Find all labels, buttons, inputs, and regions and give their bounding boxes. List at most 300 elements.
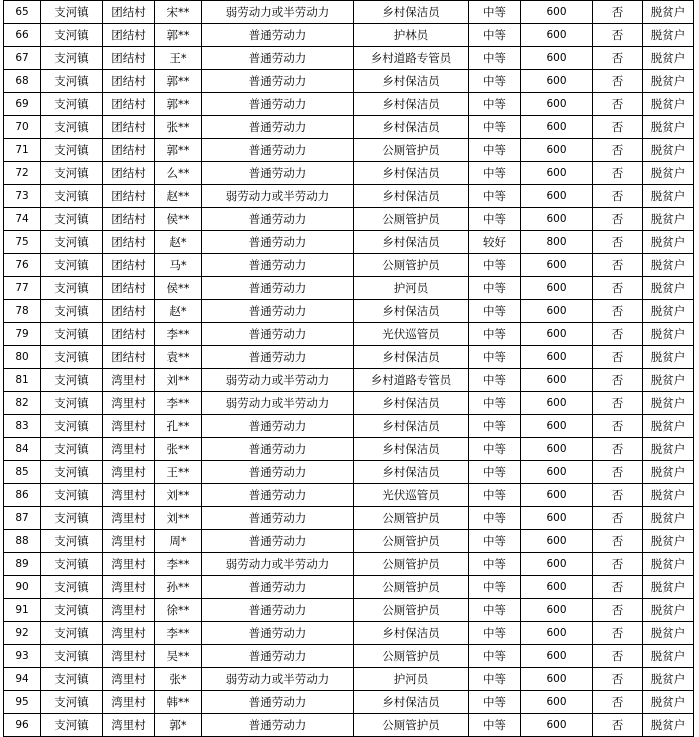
- cell-household-status: 脱贫户: [643, 553, 694, 576]
- cell-labor-type: 普通劳动力: [202, 530, 354, 553]
- cell-village: 团结村: [103, 277, 155, 300]
- cell-position: 护河员: [354, 668, 469, 691]
- cell-labor-type: 普通劳动力: [202, 162, 354, 185]
- cell-village: 湾里村: [103, 369, 155, 392]
- cell-town: 支河镇: [41, 162, 103, 185]
- cell-name: 宋**: [155, 1, 202, 24]
- cell-labor-type: 普通劳动力: [202, 415, 354, 438]
- cell-disabled: 否: [593, 507, 643, 530]
- cell-labor-type: 普通劳动力: [202, 24, 354, 47]
- cell-village: 团结村: [103, 346, 155, 369]
- cell-no: 84: [4, 438, 41, 461]
- cell-name: 郭**: [155, 24, 202, 47]
- cell-position: 乡村道路专管员: [354, 47, 469, 70]
- cell-labor-type: 普通劳动力: [202, 93, 354, 116]
- cell-no: 83: [4, 415, 41, 438]
- cell-level: 中等: [469, 323, 521, 346]
- cell-name: 韩**: [155, 691, 202, 714]
- cell-subsidy: 600: [521, 530, 593, 553]
- cell-name: 张*: [155, 668, 202, 691]
- cell-no: 92: [4, 622, 41, 645]
- table-row: [4, 507, 694, 530]
- cell-name: 袁**: [155, 346, 202, 369]
- cell-no: 95: [4, 691, 41, 714]
- cell-village: 湾里村: [103, 392, 155, 415]
- cell-level: 中等: [469, 47, 521, 70]
- cell-subsidy: 600: [521, 369, 593, 392]
- cell-name: 赵*: [155, 231, 202, 254]
- cell-subsidy: 600: [521, 484, 593, 507]
- cell-labor-type: 普通劳动力: [202, 576, 354, 599]
- cell-town: 支河镇: [41, 415, 103, 438]
- cell-village: 湾里村: [103, 668, 155, 691]
- cell-household-status: 脱贫户: [643, 323, 694, 346]
- cell-town: 支河镇: [41, 530, 103, 553]
- cell-no: 71: [4, 139, 41, 162]
- cell-no: 80: [4, 346, 41, 369]
- cell-position: 乡村保洁员: [354, 185, 469, 208]
- cell-position: 乡村保洁员: [354, 1, 469, 24]
- cell-labor-type: 普通劳动力: [202, 461, 354, 484]
- cell-household-status: 脱贫户: [643, 93, 694, 116]
- table-row: [4, 300, 694, 323]
- table-row: [4, 346, 694, 369]
- cell-name: 郭*: [155, 714, 202, 737]
- cell-subsidy: 600: [521, 116, 593, 139]
- cell-position: 公厕管护员: [354, 576, 469, 599]
- cell-subsidy: 600: [521, 507, 593, 530]
- table-row: [4, 93, 694, 116]
- cell-disabled: 否: [593, 714, 643, 737]
- cell-town: 支河镇: [41, 277, 103, 300]
- cell-level: 中等: [469, 576, 521, 599]
- cell-household-status: 脱贫户: [643, 139, 694, 162]
- cell-labor-type: 普通劳动力: [202, 231, 354, 254]
- cell-no: 96: [4, 714, 41, 737]
- cell-level: 中等: [469, 668, 521, 691]
- cell-name: 吴**: [155, 645, 202, 668]
- cell-no: 74: [4, 208, 41, 231]
- cell-level: 中等: [469, 622, 521, 645]
- cell-household-status: 脱贫户: [643, 300, 694, 323]
- cell-no: 78: [4, 300, 41, 323]
- cell-disabled: 否: [593, 70, 643, 93]
- cell-labor-type: 普通劳动力: [202, 691, 354, 714]
- cell-household-status: 脱贫户: [643, 668, 694, 691]
- cell-household-status: 脱贫户: [643, 47, 694, 70]
- cell-disabled: 否: [593, 1, 643, 24]
- cell-level: 中等: [469, 553, 521, 576]
- cell-household-status: 脱贫户: [643, 461, 694, 484]
- table-row: [4, 231, 694, 254]
- table-row: [4, 691, 694, 714]
- cell-no: 91: [4, 599, 41, 622]
- table-row: [4, 599, 694, 622]
- cell-no: 69: [4, 93, 41, 116]
- cell-town: 支河镇: [41, 599, 103, 622]
- cell-disabled: 否: [593, 530, 643, 553]
- cell-subsidy: 600: [521, 70, 593, 93]
- cell-no: 76: [4, 254, 41, 277]
- cell-household-status: 脱贫户: [643, 392, 694, 415]
- cell-labor-type: 普通劳动力: [202, 599, 354, 622]
- cell-subsidy: 600: [521, 185, 593, 208]
- cell-household-status: 脱贫户: [643, 231, 694, 254]
- cell-village: 湾里村: [103, 714, 155, 737]
- cell-no: 68: [4, 70, 41, 93]
- cell-name: 张**: [155, 438, 202, 461]
- cell-subsidy: 600: [521, 599, 593, 622]
- cell-disabled: 否: [593, 369, 643, 392]
- cell-household-status: 脱贫户: [643, 714, 694, 737]
- table-row: [4, 208, 694, 231]
- cell-village: 团结村: [103, 231, 155, 254]
- cell-labor-type: 普通劳动力: [202, 645, 354, 668]
- cell-town: 支河镇: [41, 576, 103, 599]
- cell-town: 支河镇: [41, 645, 103, 668]
- cell-subsidy: 600: [521, 323, 593, 346]
- cell-no: 65: [4, 1, 41, 24]
- cell-position: 乡村保洁员: [354, 392, 469, 415]
- cell-household-status: 脱贫户: [643, 415, 694, 438]
- cell-labor-type: 弱劳动力或半劳动力: [202, 369, 354, 392]
- cell-disabled: 否: [593, 47, 643, 70]
- cell-no: 82: [4, 392, 41, 415]
- cell-disabled: 否: [593, 162, 643, 185]
- cell-household-status: 脱贫户: [643, 369, 694, 392]
- cell-labor-type: 普通劳动力: [202, 47, 354, 70]
- table-row: [4, 24, 694, 47]
- cell-level: 中等: [469, 484, 521, 507]
- cell-village: 湾里村: [103, 484, 155, 507]
- cell-name: 李**: [155, 392, 202, 415]
- cell-no: 93: [4, 645, 41, 668]
- cell-subsidy: 600: [521, 622, 593, 645]
- cell-village: 团结村: [103, 185, 155, 208]
- cell-level: 中等: [469, 185, 521, 208]
- cell-town: 支河镇: [41, 484, 103, 507]
- cell-disabled: 否: [593, 461, 643, 484]
- cell-subsidy: 600: [521, 139, 593, 162]
- cell-household-status: 脱贫户: [643, 24, 694, 47]
- cell-name: 刘**: [155, 369, 202, 392]
- cell-position: 乡村保洁员: [354, 300, 469, 323]
- cell-position: 乡村保洁员: [354, 461, 469, 484]
- cell-disabled: 否: [593, 24, 643, 47]
- table-row: [4, 185, 694, 208]
- cell-position: 乡村保洁员: [354, 691, 469, 714]
- cell-subsidy: 800: [521, 231, 593, 254]
- cell-position: 护林员: [354, 24, 469, 47]
- cell-disabled: 否: [593, 576, 643, 599]
- cell-village: 湾里村: [103, 553, 155, 576]
- cell-position: 公厕管护员: [354, 254, 469, 277]
- cell-town: 支河镇: [41, 116, 103, 139]
- cell-village: 湾里村: [103, 645, 155, 668]
- cell-name: 赵*: [155, 300, 202, 323]
- cell-village: 团结村: [103, 162, 155, 185]
- cell-household-status: 脱贫户: [643, 576, 694, 599]
- cell-name: 周*: [155, 530, 202, 553]
- cell-labor-type: 普通劳动力: [202, 507, 354, 530]
- cell-labor-type: 普通劳动力: [202, 300, 354, 323]
- cell-household-status: 脱贫户: [643, 484, 694, 507]
- cell-disabled: 否: [593, 323, 643, 346]
- cell-labor-type: 普通劳动力: [202, 346, 354, 369]
- table-row: [4, 438, 694, 461]
- table-row: [4, 714, 694, 737]
- cell-labor-type: 普通劳动力: [202, 70, 354, 93]
- table-row: [4, 415, 694, 438]
- cell-household-status: 脱贫户: [643, 116, 694, 139]
- cell-town: 支河镇: [41, 553, 103, 576]
- cell-labor-type: 普通劳动力: [202, 622, 354, 645]
- cell-labor-type: 弱劳动力或半劳动力: [202, 185, 354, 208]
- cell-subsidy: 600: [521, 461, 593, 484]
- cell-subsidy: 600: [521, 254, 593, 277]
- cell-disabled: 否: [593, 668, 643, 691]
- cell-level: 中等: [469, 1, 521, 24]
- cell-subsidy: 600: [521, 645, 593, 668]
- cell-household-status: 脱贫户: [643, 507, 694, 530]
- cell-level: 中等: [469, 116, 521, 139]
- cell-disabled: 否: [593, 622, 643, 645]
- cell-household-status: 脱贫户: [643, 254, 694, 277]
- cell-name: 刘**: [155, 484, 202, 507]
- cell-position: 光伏巡管员: [354, 323, 469, 346]
- cell-no: 94: [4, 668, 41, 691]
- cell-position: 公厕管护员: [354, 645, 469, 668]
- cell-town: 支河镇: [41, 24, 103, 47]
- cell-no: 79: [4, 323, 41, 346]
- cell-labor-type: 普通劳动力: [202, 139, 354, 162]
- table-body: [4, 1, 694, 737]
- cell-disabled: 否: [593, 231, 643, 254]
- cell-household-status: 脱贫户: [643, 530, 694, 553]
- cell-level: 中等: [469, 208, 521, 231]
- cell-village: 团结村: [103, 300, 155, 323]
- cell-village: 团结村: [103, 139, 155, 162]
- cell-name: 刘**: [155, 507, 202, 530]
- cell-name: 徐**: [155, 599, 202, 622]
- cell-position: 乡村保洁员: [354, 622, 469, 645]
- cell-level: 中等: [469, 530, 521, 553]
- cell-disabled: 否: [593, 277, 643, 300]
- cell-disabled: 否: [593, 346, 643, 369]
- table-row: [4, 116, 694, 139]
- cell-village: 团结村: [103, 323, 155, 346]
- cell-name: 李**: [155, 323, 202, 346]
- cell-no: 89: [4, 553, 41, 576]
- cell-no: 77: [4, 277, 41, 300]
- cell-name: 李**: [155, 553, 202, 576]
- cell-village: 团结村: [103, 24, 155, 47]
- cell-town: 支河镇: [41, 70, 103, 93]
- cell-position: 公厕管护员: [354, 553, 469, 576]
- cell-no: 81: [4, 369, 41, 392]
- cell-town: 支河镇: [41, 392, 103, 415]
- table-row: [4, 668, 694, 691]
- cell-town: 支河镇: [41, 507, 103, 530]
- cell-subsidy: 600: [521, 415, 593, 438]
- cell-position: 乡村保洁员: [354, 231, 469, 254]
- cell-subsidy: 600: [521, 47, 593, 70]
- cell-town: 支河镇: [41, 438, 103, 461]
- cell-position: 公厕管护员: [354, 208, 469, 231]
- cell-village: 湾里村: [103, 507, 155, 530]
- cell-disabled: 否: [593, 300, 643, 323]
- cell-level: 中等: [469, 645, 521, 668]
- cell-village: 湾里村: [103, 438, 155, 461]
- cell-disabled: 否: [593, 392, 643, 415]
- cell-subsidy: 600: [521, 576, 593, 599]
- cell-disabled: 否: [593, 139, 643, 162]
- cell-town: 支河镇: [41, 185, 103, 208]
- cell-level: 中等: [469, 461, 521, 484]
- cell-village: 团结村: [103, 208, 155, 231]
- cell-name: 张**: [155, 116, 202, 139]
- cell-town: 支河镇: [41, 208, 103, 231]
- cell-position: 乡村保洁员: [354, 93, 469, 116]
- cell-position: 乡村保洁员: [354, 162, 469, 185]
- cell-position: 乡村保洁员: [354, 70, 469, 93]
- cell-subsidy: 600: [521, 300, 593, 323]
- cell-position: 公厕管护员: [354, 507, 469, 530]
- cell-level: 中等: [469, 300, 521, 323]
- cell-level: 中等: [469, 369, 521, 392]
- cell-labor-type: 弱劳动力或半劳动力: [202, 668, 354, 691]
- cell-no: 88: [4, 530, 41, 553]
- cell-position: 公厕管护员: [354, 599, 469, 622]
- cell-position: 乡村保洁员: [354, 346, 469, 369]
- table-row: [4, 162, 694, 185]
- cell-town: 支河镇: [41, 1, 103, 24]
- cell-disabled: 否: [593, 645, 643, 668]
- cell-name: 侯**: [155, 208, 202, 231]
- cell-no: 72: [4, 162, 41, 185]
- cell-household-status: 脱贫户: [643, 185, 694, 208]
- cell-labor-type: 普通劳动力: [202, 484, 354, 507]
- cell-name: 马*: [155, 254, 202, 277]
- table-row: [4, 369, 694, 392]
- table-row: [4, 645, 694, 668]
- cell-town: 支河镇: [41, 47, 103, 70]
- cell-disabled: 否: [593, 599, 643, 622]
- cell-name: 孔**: [155, 415, 202, 438]
- cell-level: 中等: [469, 70, 521, 93]
- cell-subsidy: 600: [521, 208, 593, 231]
- cell-village: 湾里村: [103, 691, 155, 714]
- cell-household-status: 脱贫户: [643, 162, 694, 185]
- table-row: [4, 277, 694, 300]
- cell-labor-type: 弱劳动力或半劳动力: [202, 553, 354, 576]
- cell-name: 王**: [155, 461, 202, 484]
- table-row: [4, 622, 694, 645]
- cell-household-status: 脱贫户: [643, 645, 694, 668]
- table-row: [4, 323, 694, 346]
- cell-no: 67: [4, 47, 41, 70]
- cell-name: 孙**: [155, 576, 202, 599]
- cell-town: 支河镇: [41, 254, 103, 277]
- cell-name: 赵**: [155, 185, 202, 208]
- cell-town: 支河镇: [41, 93, 103, 116]
- cell-name: 侯**: [155, 277, 202, 300]
- cell-village: 湾里村: [103, 530, 155, 553]
- cell-subsidy: 600: [521, 392, 593, 415]
- cell-village: 团结村: [103, 93, 155, 116]
- cell-household-status: 脱贫户: [643, 622, 694, 645]
- cell-no: 75: [4, 231, 41, 254]
- cell-labor-type: 弱劳动力或半劳动力: [202, 1, 354, 24]
- cell-labor-type: 弱劳动力或半劳动力: [202, 392, 354, 415]
- cell-disabled: 否: [593, 93, 643, 116]
- cell-labor-type: 普通劳动力: [202, 116, 354, 139]
- cell-labor-type: 普通劳动力: [202, 438, 354, 461]
- cell-subsidy: 600: [521, 714, 593, 737]
- cell-town: 支河镇: [41, 668, 103, 691]
- cell-household-status: 脱贫户: [643, 208, 694, 231]
- cell-no: 85: [4, 461, 41, 484]
- cell-disabled: 否: [593, 208, 643, 231]
- cell-household-status: 脱贫户: [643, 599, 694, 622]
- cell-name: 郭**: [155, 139, 202, 162]
- table-row: [4, 139, 694, 162]
- table-row: [4, 254, 694, 277]
- cell-position: 乡村保洁员: [354, 116, 469, 139]
- cell-labor-type: 普通劳动力: [202, 277, 354, 300]
- cell-level: 中等: [469, 254, 521, 277]
- cell-position: 公厕管护员: [354, 139, 469, 162]
- cell-village: 团结村: [103, 254, 155, 277]
- cell-town: 支河镇: [41, 139, 103, 162]
- cell-village: 团结村: [103, 1, 155, 24]
- cell-position: 乡村保洁员: [354, 415, 469, 438]
- cell-no: 90: [4, 576, 41, 599]
- table-row: [4, 484, 694, 507]
- cell-name: 么**: [155, 162, 202, 185]
- cell-subsidy: 600: [521, 346, 593, 369]
- cell-town: 支河镇: [41, 714, 103, 737]
- cell-disabled: 否: [593, 438, 643, 461]
- table-row: [4, 70, 694, 93]
- cell-village: 湾里村: [103, 461, 155, 484]
- cell-position: 乡村保洁员: [354, 438, 469, 461]
- cell-subsidy: 600: [521, 277, 593, 300]
- cell-level: 中等: [469, 139, 521, 162]
- cell-household-status: 脱贫户: [643, 1, 694, 24]
- cell-labor-type: 普通劳动力: [202, 254, 354, 277]
- cell-town: 支河镇: [41, 323, 103, 346]
- cell-disabled: 否: [593, 254, 643, 277]
- cell-level: 中等: [469, 507, 521, 530]
- cell-disabled: 否: [593, 484, 643, 507]
- cell-name: 郭**: [155, 70, 202, 93]
- cell-level: 中等: [469, 162, 521, 185]
- cell-level: 中等: [469, 714, 521, 737]
- cell-level: 中等: [469, 691, 521, 714]
- cell-no: 86: [4, 484, 41, 507]
- cell-village: 湾里村: [103, 599, 155, 622]
- cell-level: 中等: [469, 599, 521, 622]
- cell-subsidy: 600: [521, 93, 593, 116]
- table-row: [4, 47, 694, 70]
- cell-no: 87: [4, 507, 41, 530]
- cell-town: 支河镇: [41, 622, 103, 645]
- cell-household-status: 脱贫户: [643, 277, 694, 300]
- cell-disabled: 否: [593, 415, 643, 438]
- cell-town: 支河镇: [41, 346, 103, 369]
- cell-village: 团结村: [103, 70, 155, 93]
